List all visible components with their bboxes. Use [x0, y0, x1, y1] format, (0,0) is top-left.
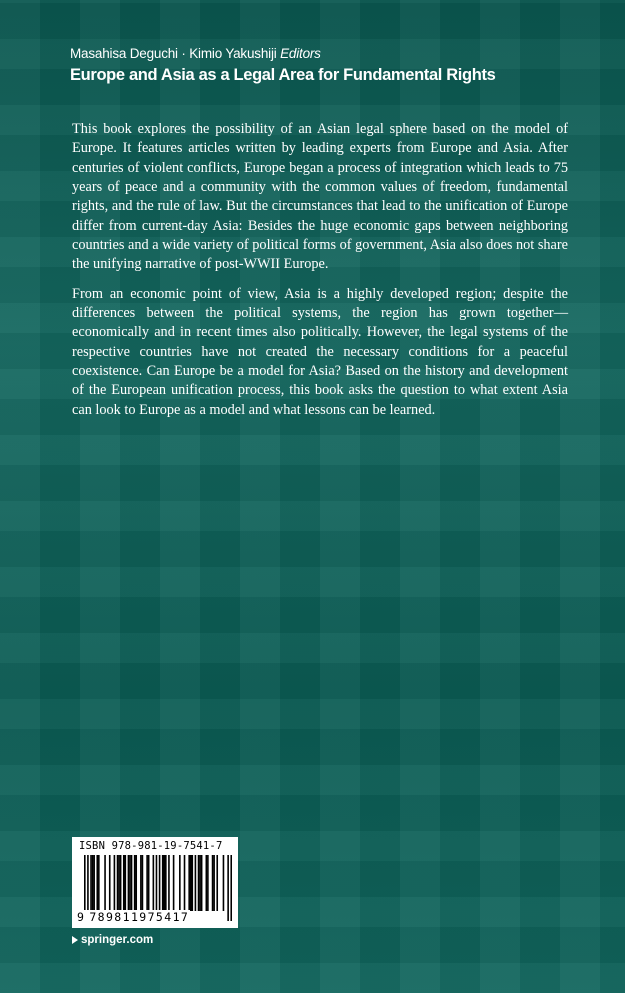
barcode-bar — [179, 855, 181, 911]
barcode-bar — [201, 855, 203, 911]
barcode-bar — [140, 855, 142, 911]
barcode-bar — [146, 855, 148, 911]
barcode-bar — [90, 855, 92, 911]
barcode-bar — [123, 855, 125, 911]
publisher-link[interactable] — [72, 933, 153, 947]
barcode-bar — [168, 855, 170, 911]
barcode-bar — [148, 855, 150, 911]
barcode-bar — [190, 855, 192, 911]
description-paragraph-2: From an economic point of view, Asia is a highly developed region; despite the differences between the political systems, the region has grown together—economically and in recent times also politically. However, the legal systems of the respective countries have not created the necessary conditions for a peaceful coexistence. Can Europe be a model for Asia? Based on the history and development of the European unification process, this book asks the question to what extent Asia can look to Europe as a model and what lessons can be learned. — [72, 285, 568, 418]
barcode-bar — [114, 855, 116, 911]
barcode-bar — [173, 855, 175, 911]
barcode-bar — [129, 855, 131, 911]
barcode-bar — [213, 855, 215, 911]
barcode-bar — [125, 855, 127, 911]
barcode-bar — [188, 855, 190, 911]
book-description — [72, 120, 568, 430]
barcode-bar — [131, 855, 133, 911]
editors-line — [70, 45, 590, 62]
barcode-bar — [191, 855, 193, 911]
barcode-bar — [165, 855, 167, 911]
barcode-bar — [230, 855, 232, 921]
barcode-bar — [104, 855, 106, 911]
isbn-barcode — [72, 837, 238, 928]
barcode-remaining-digits: 789811975417 — [89, 910, 190, 924]
barcode-bar — [223, 855, 225, 911]
barcode-bar — [227, 855, 229, 921]
barcode-first-digit: 9 — [77, 910, 86, 924]
editors-role: Editors — [280, 46, 321, 61]
barcode-bar — [93, 855, 95, 911]
barcode-bar — [92, 855, 94, 911]
barcode-bar — [153, 855, 155, 911]
barcode-bar — [135, 855, 137, 911]
barcode-bar — [163, 855, 165, 911]
barcode-bar — [118, 855, 120, 911]
editors-names: Masahisa Deguchi · Kimio Yakushiji — [70, 46, 277, 61]
barcode-bar — [117, 855, 119, 911]
book-title: Europe and Asia as a Legal Area for Fundamental Rights — [70, 66, 496, 84]
isbn-label: ISBN 978-981-19-7541-7 — [79, 840, 223, 852]
publisher-url: springer.com — [81, 934, 154, 946]
barcode-bar — [206, 855, 208, 911]
barcode-bar — [109, 855, 111, 911]
barcode-bar — [162, 855, 164, 911]
barcode-bar — [195, 855, 197, 911]
description-paragraph-1: This book explores the possibility of an Asian legal sphere based on the model of Europe. It features articles written by leading experts from Europe and Asia. After centuries of violent conflicts, Europe began a process of integration which leads to 75 years of peace and a community with the common values of freedom, fundamental rights, and the rule of law. But the circumstances that lead to the unification of Europe differ from current-day Asia: Besides the huge economic gaps between neighboring countries and a wide variety of political forms of government, Asia also does not share the unifying narrative of post-WWII Europe. — [72, 121, 568, 273]
barcode-bar — [216, 855, 218, 911]
barcode-bar — [184, 855, 186, 911]
barcode-bar — [134, 855, 136, 911]
triangle-right-icon — [72, 936, 78, 944]
barcode-bar — [120, 855, 122, 911]
barcode-bar — [98, 855, 100, 911]
barcode-bar — [212, 855, 214, 911]
barcode-bar — [199, 855, 201, 911]
barcode-bar — [142, 855, 144, 911]
barcode-bar — [198, 855, 200, 911]
barcode-digits — [76, 910, 190, 924]
barcode-bar — [96, 855, 98, 911]
barcode-bar — [207, 855, 209, 911]
barcode-bar — [128, 855, 130, 911]
